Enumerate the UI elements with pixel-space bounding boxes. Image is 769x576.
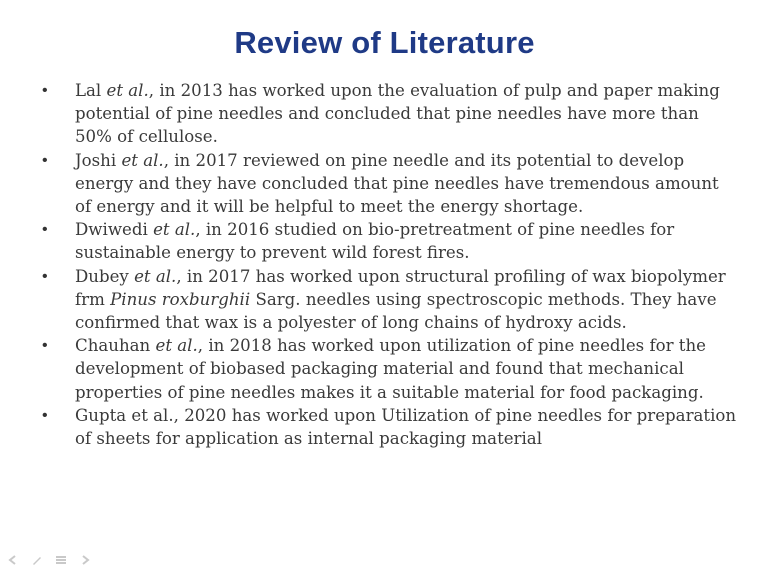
et-al: et al. (155, 336, 198, 356)
item-text: Gupta et al., 2020 has worked upon Utilization of pine needles for preparation of sheets for application as internal packaging material (75, 405, 737, 449)
author: Joshi (75, 150, 117, 170)
et-al: et al. (106, 81, 149, 100)
author: Dubey (75, 266, 129, 286)
item-text: , in 2017 reviewed on pine needle and its potential to develop energy and they have concluded that pine needles have tremendous amount of energy and it will be helpful to meet the energy shortage. (75, 150, 719, 217)
author: Lal (75, 81, 102, 100)
list-item (40, 404, 740, 450)
et-al: et al. (134, 266, 177, 286)
author: Chauhan (75, 336, 151, 356)
back-arrow-icon[interactable] (6, 552, 20, 566)
et-al: et al. (153, 220, 196, 240)
slide-toolbar (6, 550, 92, 568)
list-item (40, 79, 740, 149)
slide-title: Review of Literature (234, 25, 535, 60)
bullet: • (42, 337, 48, 355)
literature-list (40, 79, 740, 450)
item-text: , in 2013 has worked upon the evaluation of pulp and paper making potential of pine needles and concluded that pine needles have more than 50% of cellulose. (75, 81, 720, 147)
item-text: , in 2017 has worked upon structural profiling of wax biopolymer frm (75, 266, 726, 309)
bullet: • (42, 406, 48, 424)
bullet: • (42, 267, 48, 285)
menu-icon[interactable] (54, 552, 68, 566)
item-text-rest: Sarg. needles using spectroscopic methods. They have confirmed that wax is a polyester of long chains of hydroxy acids. (75, 289, 717, 333)
forward-arrow-icon[interactable] (78, 552, 92, 566)
et-al: et al. (121, 150, 164, 170)
item-text: , in 2018 has worked upon utilization of pine needles for the development of biobased packaging material and found that mechanical properties of pine needles makes it a suitable material for food packaging. (75, 336, 706, 402)
list-item (40, 265, 740, 335)
list-item (40, 149, 740, 219)
list-item (40, 218, 740, 264)
item-text: , in 2016 studied on bio-pretreatment of pine needles for sustainable energy to prevent wild forest fires. (75, 220, 675, 263)
species-name: Pinus roxburghii (110, 289, 251, 309)
pen-icon[interactable] (30, 552, 44, 566)
bullet: • (42, 221, 48, 239)
list-item (40, 334, 740, 404)
bullet: • (42, 82, 48, 99)
author: Dwiwedi (75, 220, 148, 240)
bullet: • (42, 151, 48, 169)
